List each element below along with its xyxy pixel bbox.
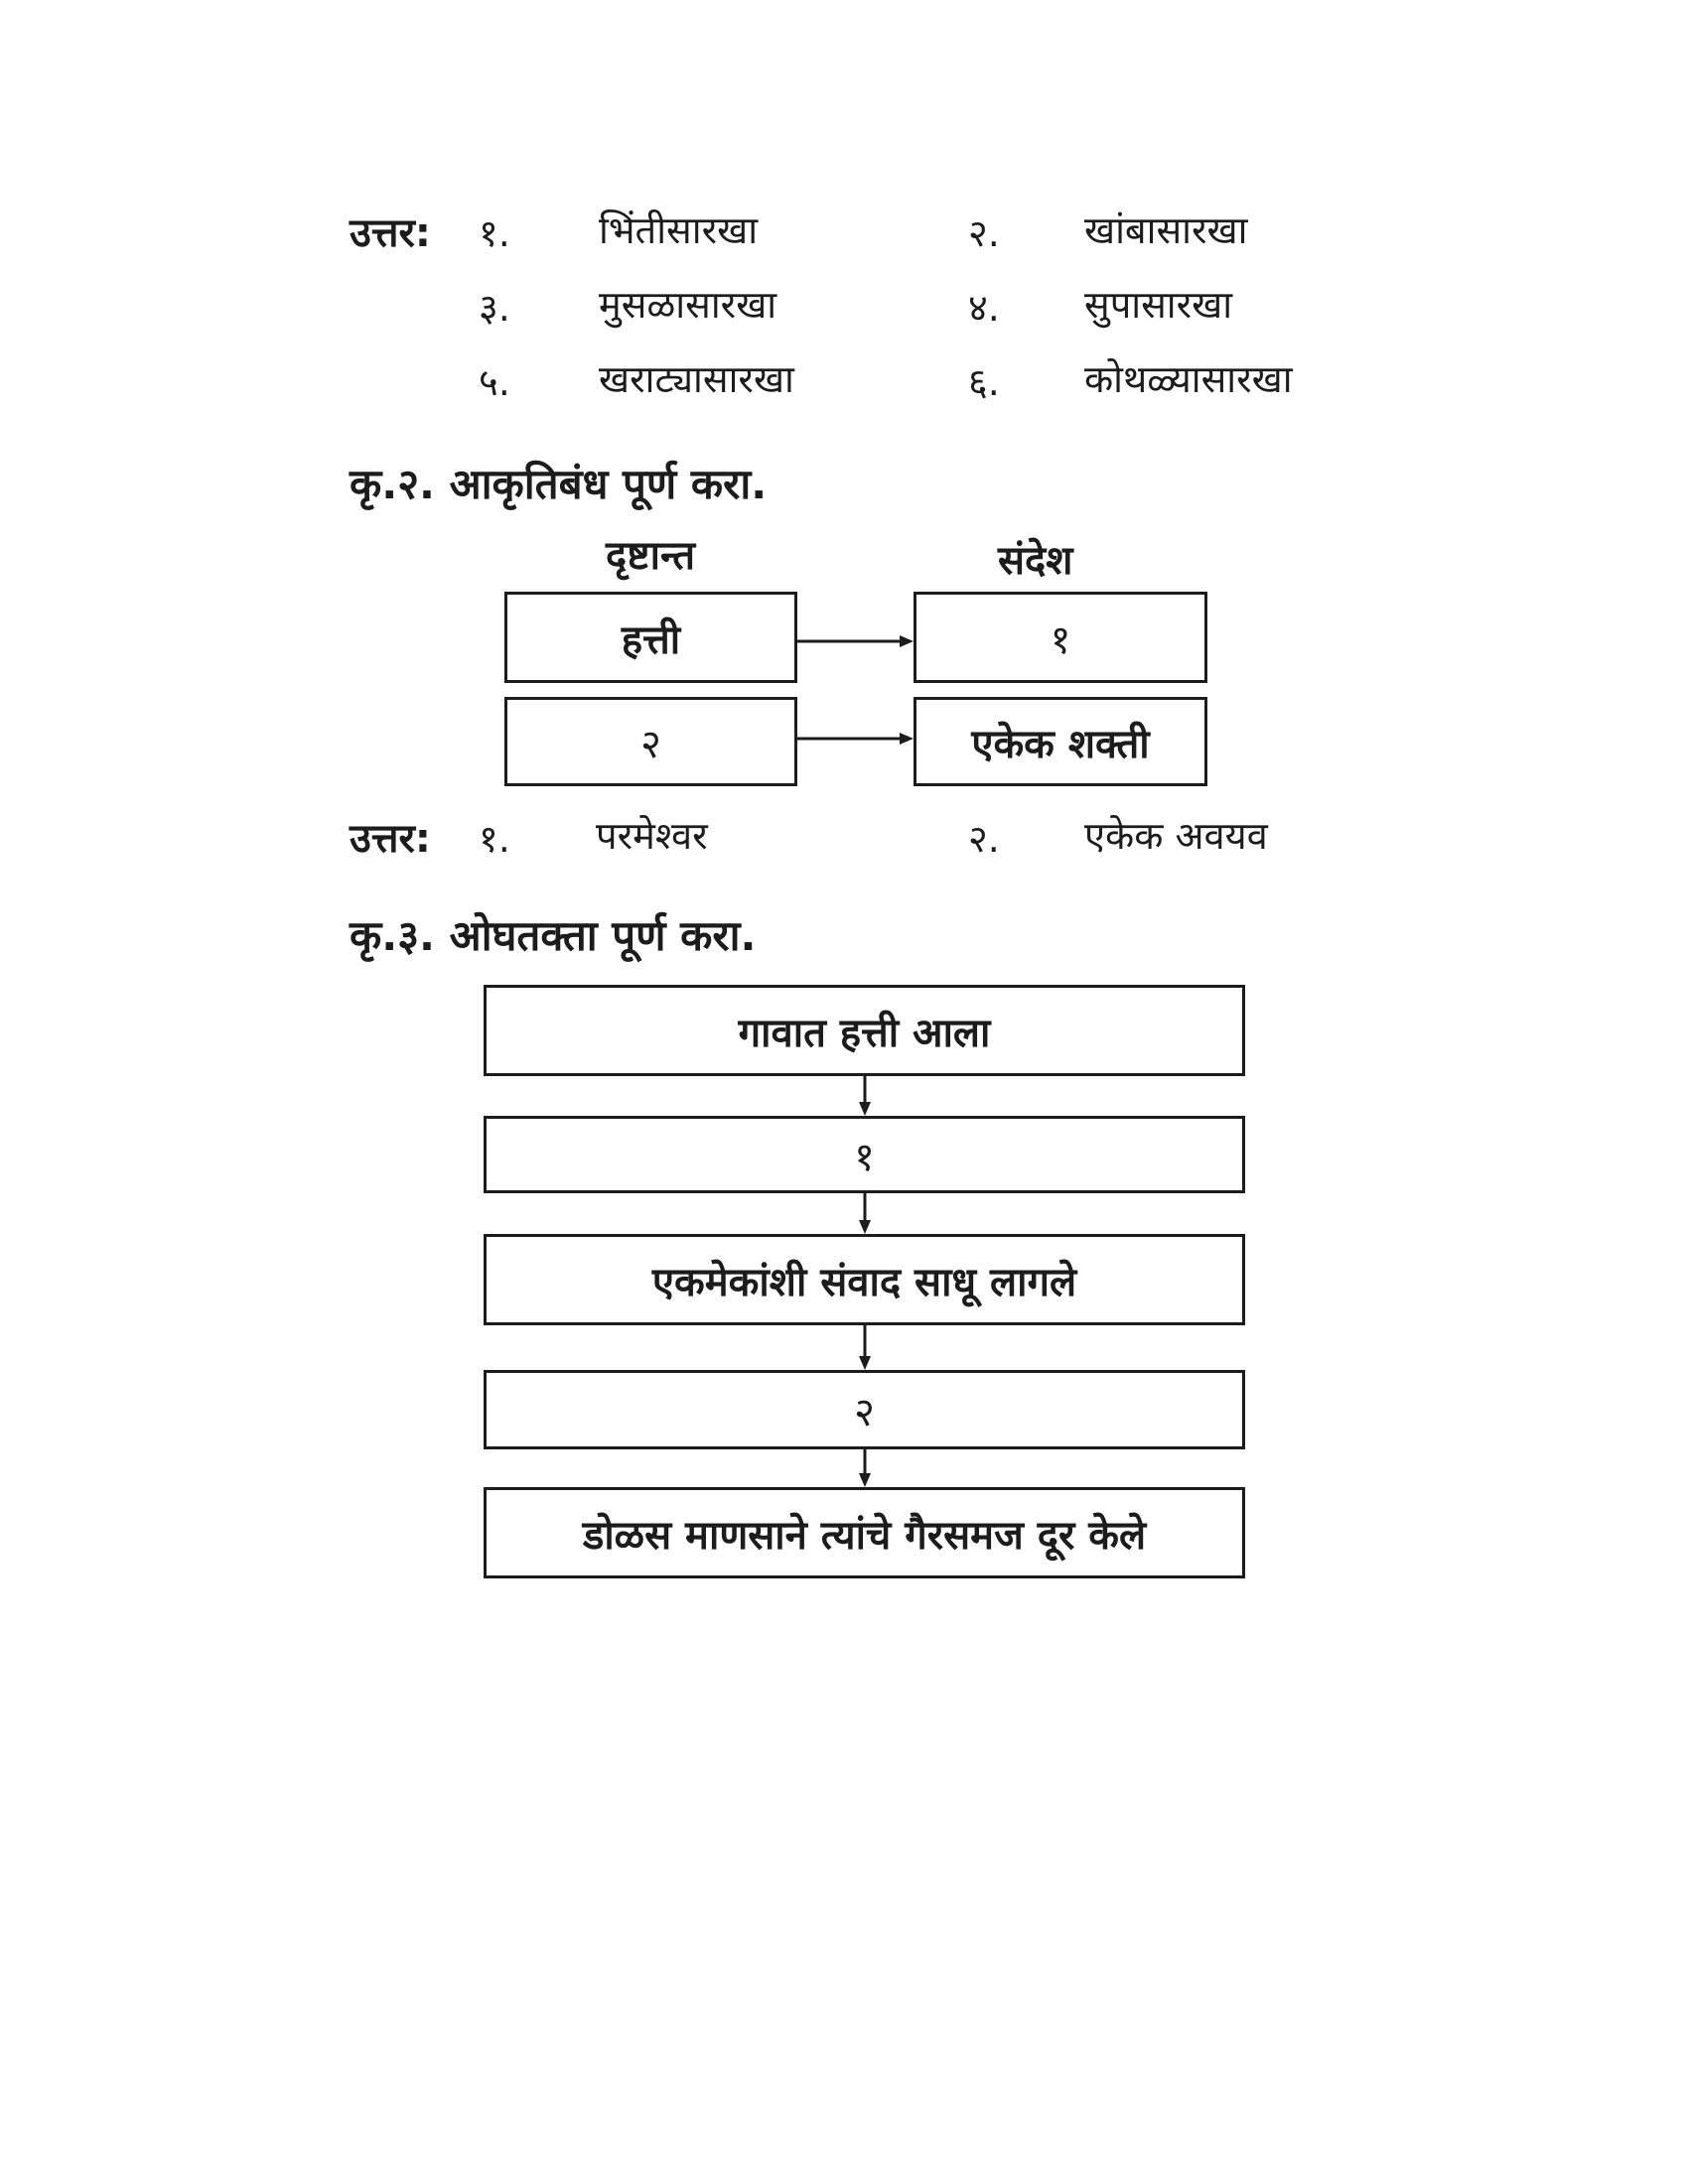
answer-number: ४. bbox=[968, 286, 1000, 330]
arrow-head bbox=[859, 1220, 871, 1234]
arrow-head bbox=[900, 635, 914, 647]
diagram-box-left-top: हत्ती bbox=[504, 592, 797, 683]
answer-label-2: उत्तर: bbox=[350, 816, 431, 862]
answer-label-1: उत्तर: bbox=[350, 210, 431, 256]
answer-text: खराट्यासारखा bbox=[599, 357, 794, 401]
answer-number: २. bbox=[968, 817, 1000, 861]
column-heading-sandesh: संदेश bbox=[998, 538, 1073, 584]
arrow-head bbox=[859, 1356, 871, 1370]
column-heading-drushtant: दृष्टान्त bbox=[606, 533, 696, 579]
answer-number: १. bbox=[479, 211, 510, 255]
answer-number: ५. bbox=[479, 360, 510, 404]
answer-number: २. bbox=[968, 211, 1000, 255]
diagram-box-right-bottom: एकेक शक्ती bbox=[914, 697, 1207, 786]
arrow-head bbox=[859, 1102, 871, 1116]
flow-box-3: एकमेकांशी संवाद साधू लागले bbox=[484, 1234, 1245, 1325]
section-heading-2: कृ.२. आकृतिबंध पूर्ण करा. bbox=[350, 460, 768, 508]
answer-text: परमेश्वर bbox=[596, 814, 708, 858]
answer-text: कोथळ्यासारखा bbox=[1084, 357, 1293, 401]
section-heading-3: कृ.३. ओघतक्ता पूर्ण करा. bbox=[350, 911, 757, 960]
flow-box-2: १ bbox=[484, 1116, 1245, 1193]
answer-text: सुपासारखा bbox=[1084, 283, 1233, 327]
flow-box-1: गावात हत्ती आला bbox=[484, 985, 1245, 1076]
diagram-box-left-bottom: २ bbox=[504, 697, 797, 786]
answer-text: एकेक अवयव bbox=[1084, 814, 1268, 858]
answer-text: भिंतीसारखा bbox=[599, 208, 759, 252]
answer-text: मुसळासारखा bbox=[599, 283, 777, 327]
answer-number: ३. bbox=[479, 286, 510, 330]
answer-number: ६. bbox=[968, 360, 1000, 404]
arrow-head bbox=[859, 1473, 871, 1487]
answer-text: खांबासारखा bbox=[1084, 208, 1248, 252]
answer-number: १. bbox=[479, 817, 510, 861]
flow-box-5: डोळस माणसाने त्यांचे गैरसमज दूर केले bbox=[484, 1487, 1245, 1578]
diagram-box-right-top: १ bbox=[914, 592, 1207, 683]
arrow-head bbox=[900, 733, 914, 745]
flow-box-4: २ bbox=[484, 1370, 1245, 1449]
